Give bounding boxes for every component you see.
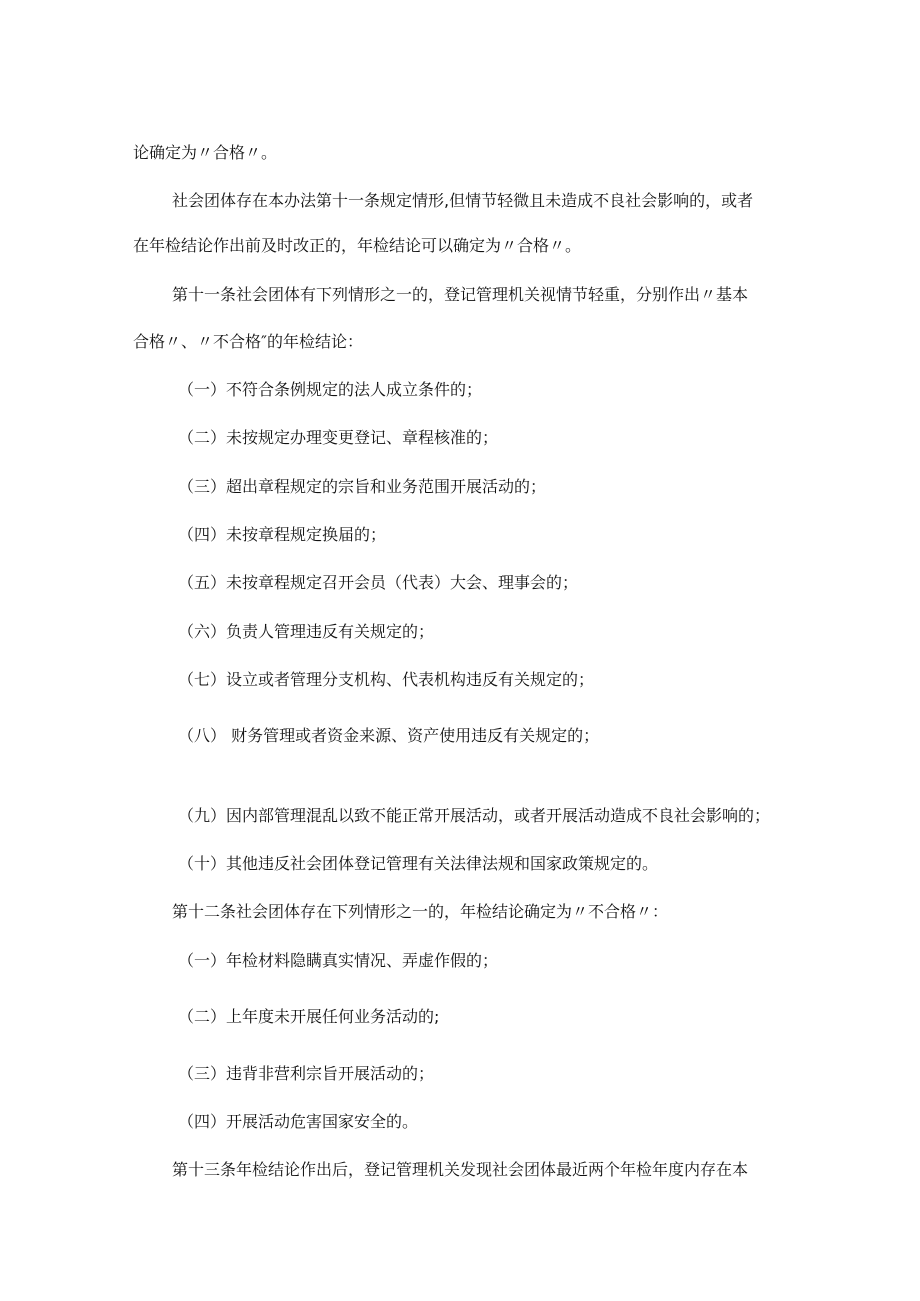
text-line-16: 第十二条社会团体存在下列情形之一的，年检结论确定为〃不合格〃： (172, 902, 669, 921)
text-line-8: （三）超出章程规定的宗旨和业务范围开展活动的； (178, 477, 547, 496)
text-line-14: （九）因内部管理混乱以致不能正常开展活动，或者开展活动造成不良社会影响的； (178, 806, 771, 825)
text-line-2: 社会团体存在本办法第十一条规定情形,但情节轻微且未造成不良社会影响的，或者 (172, 191, 754, 210)
text-line-11: （六）负责人管理违反有关规定的； (178, 622, 435, 641)
text-line-18: （二）上年度未开展任何业务活动的; (178, 1007, 440, 1026)
text-line-20: （四）开展活动危害国家安全的。 (178, 1112, 419, 1131)
text-line-4: 第十一条社会团体有下列情形之一的，登记管理机关视情节轻重，分别作出〃基本 (172, 285, 749, 304)
text-line-12: （七）设立或者管理分支机构、代表机构违反有关规定的； (178, 670, 595, 689)
text-line-19: （三）违背非营利宗旨开展活动的； (178, 1064, 435, 1083)
text-line-15: （十）其他违反社会团体登记管理有关法律法规和国家政策规定的。 (178, 854, 659, 873)
text-line-5: 合格〃、〃不合格″的年检结论： (133, 332, 363, 351)
text-line-17: （一）年检材料隐瞒真实情况、弄虚作假的； (178, 951, 499, 970)
text-line-21: 第十三条年检结论作出后，登记管理机关发现社会团体最近两个年检年度内存在本 (172, 1160, 749, 1179)
text-line-10: （五）未按章程规定召开会员（代表）大会、理事会的； (178, 573, 579, 592)
text-line-7: （二）未按规定办理变更登记、章程核准的； (178, 428, 499, 447)
text-line-9: （四）未按章程规定换届的； (178, 525, 387, 544)
text-line-3: 在年检结论作出前及时改正的，年检结论可以确定为〃合格〃。 (133, 236, 582, 255)
text-line-6: （一）不符合条例规定的法人成立条件的； (178, 380, 483, 399)
text-line-1: 论确定为〃合格〃。 (133, 143, 278, 162)
text-line-13: （八） 财务管理或者资金来源、资产使用违反有关规定的； (178, 726, 600, 745)
